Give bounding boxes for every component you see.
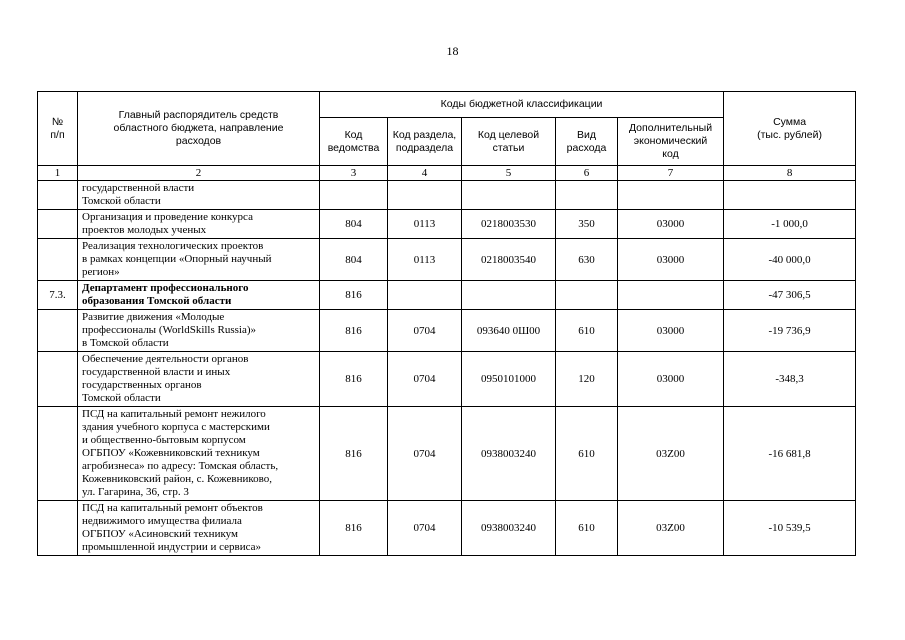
header-col-section: Код раздела, подраздела bbox=[388, 118, 462, 166]
header-col-dept: Код ведомства bbox=[320, 118, 388, 166]
row-extra-code: 03000 bbox=[618, 310, 724, 352]
row-description: ПСД на капитальный ремонт нежилого здания учебного корпуса с мастерскими и общественно-бытовым корпусом ОГБПОУ «Кожевниковский техникум агробизнеса» по адресу: Томская область, Кожевниковский район, с. Кожевниково, ул. Гагарина, 36, стр. 3 bbox=[78, 407, 320, 501]
row-section-code bbox=[388, 181, 462, 210]
row-expense-type: 610 bbox=[556, 310, 618, 352]
row-expense-type bbox=[556, 281, 618, 310]
col-number: 2 bbox=[78, 166, 320, 181]
row-target-code: 0938003240 bbox=[462, 501, 556, 556]
table-row bbox=[38, 352, 856, 407]
row-extra-code: 03Z00 bbox=[618, 501, 724, 556]
row-expense-type: 610 bbox=[556, 407, 618, 501]
col-number: 6 bbox=[556, 166, 618, 181]
row-expense-type: 350 bbox=[556, 210, 618, 239]
col-number: 3 bbox=[320, 166, 388, 181]
row-sum: -40 000,0 bbox=[724, 239, 856, 281]
table-row bbox=[38, 310, 856, 352]
col-number: 7 bbox=[618, 166, 724, 181]
row-section-code bbox=[388, 281, 462, 310]
header-col-target: Код целевой статьи bbox=[462, 118, 556, 166]
header-group-codes: Коды бюджетной классификации bbox=[320, 92, 724, 118]
col-number: 8 bbox=[724, 166, 856, 181]
row-description: ПСД на капитальный ремонт объектов недвижимого имущества филиала ОГБПОУ «Асиновский техникум промышленной индустрии и сервиса» bbox=[78, 501, 320, 556]
row-extra-code: 03Z00 bbox=[618, 407, 724, 501]
row-sum: -19 736,9 bbox=[724, 310, 856, 352]
table-row bbox=[38, 210, 856, 239]
row-target-code: 0950101000 bbox=[462, 352, 556, 407]
table-row bbox=[38, 239, 856, 281]
row-description: Развитие движения «Молодые профессионалы (WorldSkills Russia)» в Томской области bbox=[78, 310, 320, 352]
row-number bbox=[38, 310, 78, 352]
row-dept-code: 816 bbox=[320, 281, 388, 310]
row-number bbox=[38, 239, 78, 281]
budget-table bbox=[37, 91, 856, 556]
table-row bbox=[38, 181, 856, 210]
col-number: 1 bbox=[38, 166, 78, 181]
row-target-code: 0218003540 bbox=[462, 239, 556, 281]
row-expense-type: 610 bbox=[556, 501, 618, 556]
row-dept-code: 816 bbox=[320, 407, 388, 501]
row-target-code bbox=[462, 281, 556, 310]
table-row bbox=[38, 281, 856, 310]
row-sum: -10 539,5 bbox=[724, 501, 856, 556]
row-description: Департамент профессионального образования Томской области bbox=[78, 281, 320, 310]
row-extra-code: 03000 bbox=[618, 210, 724, 239]
row-description: Обеспечение деятельности органов государственной власти и иных государственных органов Томской области bbox=[78, 352, 320, 407]
row-target-code: 0218003530 bbox=[462, 210, 556, 239]
header-col-num: № п/п bbox=[38, 92, 78, 166]
col-number: 5 bbox=[462, 166, 556, 181]
row-section-code: 0113 bbox=[388, 239, 462, 281]
row-sum: -16 681,8 bbox=[724, 407, 856, 501]
row-sum: -348,3 bbox=[724, 352, 856, 407]
row-section-code: 0704 bbox=[388, 407, 462, 501]
row-number bbox=[38, 407, 78, 501]
row-expense-type: 630 bbox=[556, 239, 618, 281]
col-number: 4 bbox=[388, 166, 462, 181]
row-extra-code: 03000 bbox=[618, 239, 724, 281]
row-number: 7.3. bbox=[38, 281, 78, 310]
row-expense-type: 120 bbox=[556, 352, 618, 407]
header-col-type: Вид расхода bbox=[556, 118, 618, 166]
row-section-code: 0704 bbox=[388, 501, 462, 556]
header-col-main: Главный распорядитель средств областного бюджета, направление расходов bbox=[78, 92, 320, 166]
row-number bbox=[38, 210, 78, 239]
row-dept-code: 804 bbox=[320, 239, 388, 281]
row-section-code: 0704 bbox=[388, 310, 462, 352]
row-dept-code bbox=[320, 181, 388, 210]
row-section-code: 0704 bbox=[388, 352, 462, 407]
row-section-code: 0113 bbox=[388, 210, 462, 239]
row-dept-code: 816 bbox=[320, 352, 388, 407]
row-number bbox=[38, 352, 78, 407]
row-dept-code: 816 bbox=[320, 501, 388, 556]
header-col-sum: Сумма (тыс. рублей) bbox=[724, 92, 856, 166]
row-number bbox=[38, 501, 78, 556]
row-target-code: 093640 0Ш00 bbox=[462, 310, 556, 352]
row-dept-code: 816 bbox=[320, 310, 388, 352]
page-number: 18 bbox=[446, 44, 459, 58]
row-description: государственной власти Томской области bbox=[78, 181, 320, 210]
row-extra-code: 03000 bbox=[618, 352, 724, 407]
row-number bbox=[38, 181, 78, 210]
table-row bbox=[38, 407, 856, 501]
row-target-code bbox=[462, 181, 556, 210]
header-col-extra: Дополнительный экономический код bbox=[618, 118, 724, 166]
row-sum: -47 306,5 bbox=[724, 281, 856, 310]
row-description: Организация и проведение конкурса проектов молодых ученых bbox=[78, 210, 320, 239]
row-extra-code bbox=[618, 281, 724, 310]
row-description: Реализация технологических проектов в рамках концепции «Опорный научный регион» bbox=[78, 239, 320, 281]
row-dept-code: 804 bbox=[320, 210, 388, 239]
table-row bbox=[38, 501, 856, 556]
row-extra-code bbox=[618, 181, 724, 210]
row-expense-type bbox=[556, 181, 618, 210]
column-numbers-row bbox=[38, 166, 856, 181]
row-target-code: 0938003240 bbox=[462, 407, 556, 501]
row-sum bbox=[724, 181, 856, 210]
row-sum: -1 000,0 bbox=[724, 210, 856, 239]
